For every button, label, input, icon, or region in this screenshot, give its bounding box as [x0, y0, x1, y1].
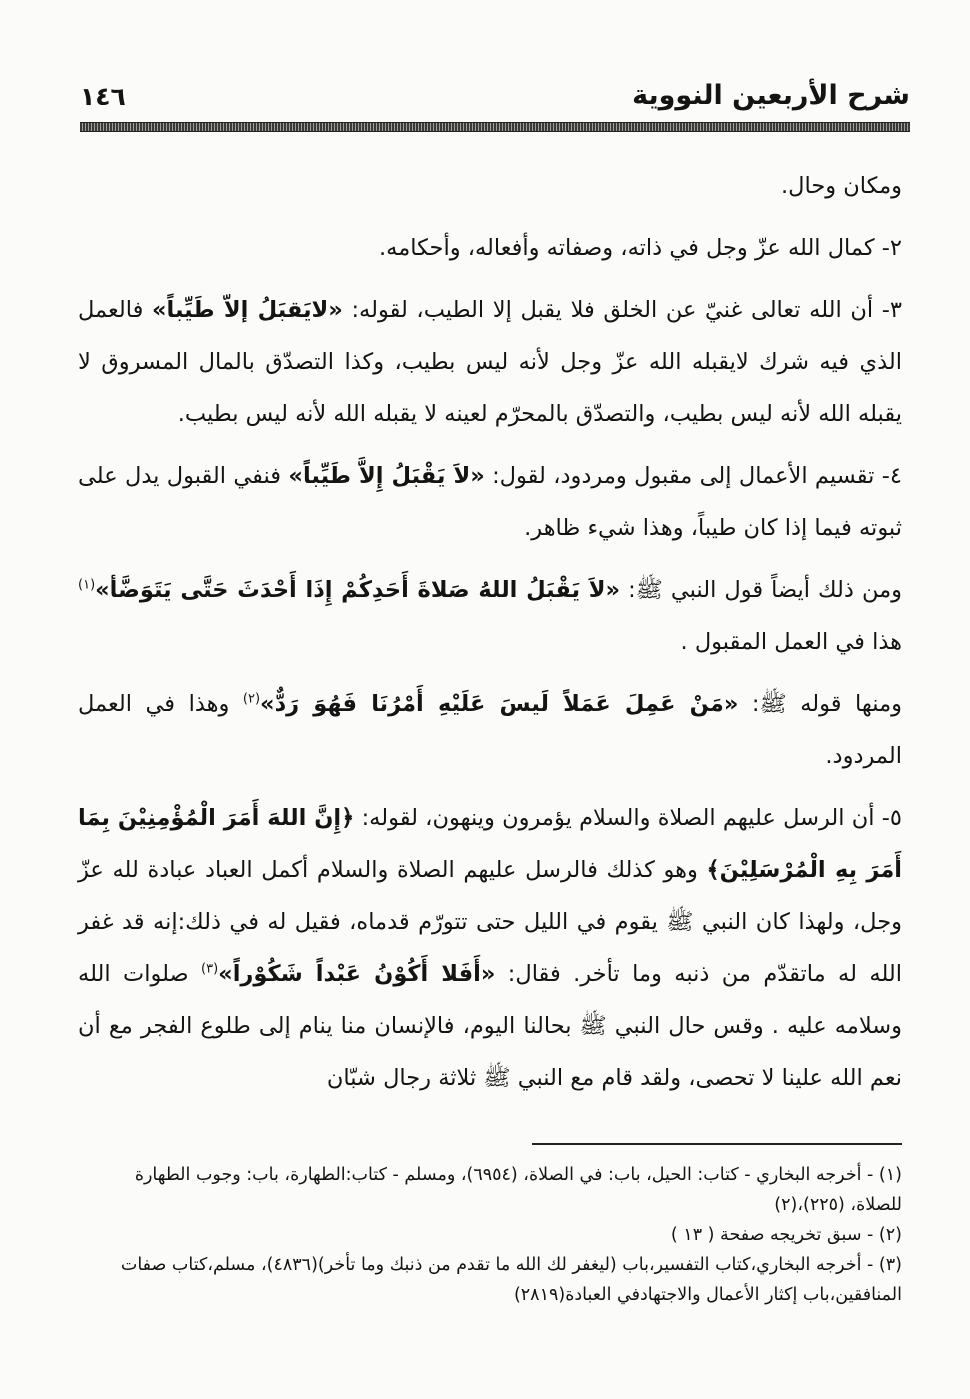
text: وهذا في العمل المردود. [78, 691, 902, 769]
book-title: شرح الأربعين النووية [632, 80, 910, 111]
hadith-quote: «لاَ يَقْبَلُ إِلاَّ طَيِّباً» [288, 463, 485, 489]
text: ٣- أن الله تعالى غنيّ عن الخلق فلا يقبل إلا الطيب، لقوله: [342, 297, 902, 323]
hadith-quote: «مَنْ عَمِلَ عَمَلاً لَيسَ عَلَيْهِ أَمْرُنَا فَهُوَ رَدٌّ» [260, 691, 739, 717]
paragraph-1 [78, 160, 902, 212]
text: فالعمل الذي فيه شرك لايقبله الله عزّ وجل لأنه ليس بطيب، وكذا التصدّق بالمال المسروق لا يقبله الله لأنه ليس بطيب، والتصدّق بالمحرّم لعينه لا يقبله الله لأنه ليس بطيب. [78, 297, 902, 427]
footnote-3: (٣) - أخرجه البخاري،كتاب التفسير،باب (ليغفر لك الله ما تقدم من ذنبك وما تأخر)(٤٨٣٦)، مسلم،كتاب صفات المنافقين،باب إكثار الأعمال والاجتهادفي العبادة(٢٨١٩) [120, 1255, 902, 1305]
footnote-ref-1[interactable]: (١) [78, 577, 96, 593]
footnotes [78, 1160, 902, 1310]
text: فنفي القبول يدل على ثبوته فيما إذا كان طيباً، وهذا شيء ظاهر. [78, 463, 902, 541]
footnote-ref-2[interactable]: (٢) [242, 691, 261, 707]
hadith-quote: «لايَقبَلُ إلاّ طَيِّباً» [152, 297, 343, 323]
page-number: ١٤٦ [80, 82, 126, 111]
footnote-separator [532, 1143, 902, 1145]
paragraph-4 [78, 450, 902, 554]
header-rule [80, 122, 910, 132]
text: ومكان وحال. [780, 173, 902, 199]
paragraph-6 [78, 678, 902, 782]
text: ومن ذلك أيضاً قول النبي ﷺ: [620, 577, 902, 603]
text: وهو كذلك فالرسل عليهم الصلاة والسلام أكمل العباد عبادة لله عزّ وجل، ولهذا كان النبي ﷺ يقوم في الليل حتى تتورّم قدماه، فقيل له في ذلك:إنه قد غفر الله له ماتقدّم من ذنبه وما تأخر. فقال: [78, 857, 902, 987]
text: ٢- كمال الله عزّ وجل في ذاته، وصفاته وأفعاله، وأحكامه. [378, 235, 902, 261]
text: هذا في العمل المقبول . [680, 629, 902, 655]
footnote-2: (٢) - سبق تخريجه صفحة ( ١٣ ) [670, 1225, 902, 1245]
paragraph-7 [78, 792, 902, 1104]
hadith-quote: «لاَ يَقْبَلُ اللهُ صَلاةَ أَحَدِكُمْ إِذَا أَحْدَثَ حَتَّى يَتَوَضَّأ» [95, 577, 621, 603]
paragraph-3 [78, 284, 902, 440]
hadith-quote: «أَفَلا أَكُوْنُ عَبْداً شَكُوْراً» [218, 961, 496, 987]
quran-quote: ﴿إِنَّ اللهَ أَمَرَ الْمُؤْمِنِيْنَ بِمَا أَمَرَ بِهِ الْمُرْسَلِيْنَ﴾ [78, 805, 902, 883]
text: صلوات الله وسلامه عليه . وقس حال النبي ﷺ بحالنا اليوم، فالإنسان منا ينام إلى طلوع الفجر مع أن نعم الله علينا لا تحصى، ولقد قام مع النبي ﷺ ثلاثة رجال شبّان [78, 961, 902, 1091]
body-text [78, 160, 902, 1114]
text: ٥- أن الرسل عليهم الصلاة والسلام يؤمرون وينهون، لقوله: [354, 805, 902, 831]
text: ومنها قوله ﷺ: [738, 691, 902, 717]
paragraph-5 [78, 564, 902, 668]
footnote-ref-3[interactable]: (٣) [201, 961, 219, 977]
footnote-1: (١) - أخرجه البخاري - كتاب: الحيل، باب: في الصلاة، (٦٩٥٤)، ومسلم - كتاب:الطهارة، باب: وجوب الطهارة للصلاة، (٢٢٥)،(٢) [134, 1165, 902, 1215]
text: ٤- تقسيم الأعمال إلى مقبول ومردود، لقول: [484, 463, 902, 489]
paragraph-2 [78, 222, 902, 274]
running-header [80, 80, 910, 114]
